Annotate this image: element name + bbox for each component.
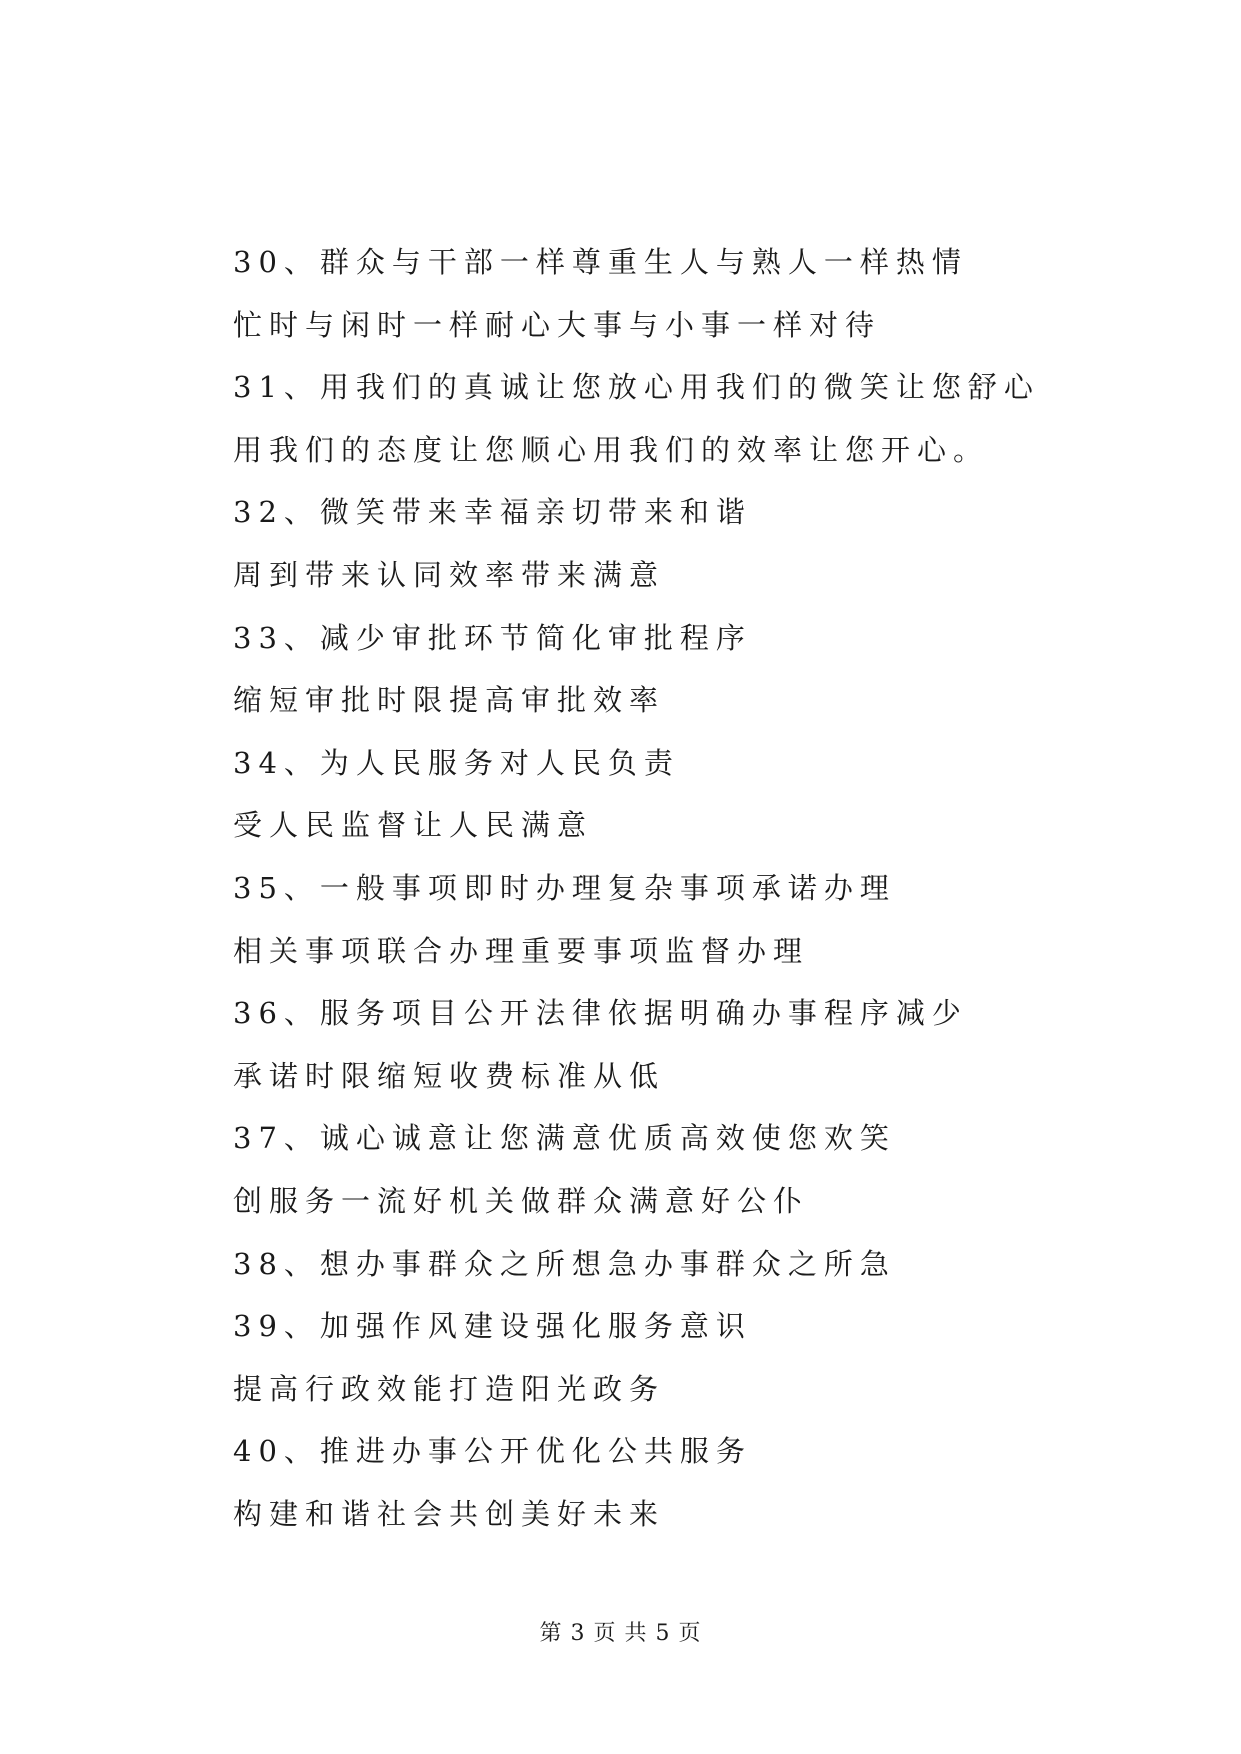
text-line: 构建和谐社会共创美好未来 — [233, 1496, 666, 1531]
text-line: 周到带来认同效率带来满意 — [233, 557, 666, 592]
text-line: 33、减少审批环节简化审批程序 — [233, 620, 752, 655]
text-line: 31、用我们的真诚让您放心用我们的微笑让您舒心 — [233, 370, 1040, 405]
slogan-list — [233, 231, 1053, 1545]
text-line: 39、加强作风建设强化服务意识 — [233, 1309, 752, 1344]
text-line: 缩短审批时限提高审批效率 — [233, 683, 666, 718]
text-line: 忙时与闲时一样耐心大事与小事一样对待 — [233, 307, 882, 342]
text-line: 37、诚心诚意让您满意优质高效使您欢笑 — [233, 1121, 896, 1156]
text-line: 承诺时限缩短收费标准从低 — [233, 1058, 666, 1093]
text-line: 受人民监督让人民满意 — [233, 808, 594, 843]
text-line: 提高行政效能打造阳光政务 — [233, 1371, 666, 1406]
text-line: 相关事项联合办理重要事项监督办理 — [233, 933, 810, 968]
text-line: 38、想办事群众之所想急办事群众之所急 — [233, 1246, 896, 1281]
text-line: 40、推进办事公开优化公共服务 — [233, 1434, 752, 1469]
text-line: 创服务一流好机关做群众满意好公仆 — [233, 1183, 810, 1218]
page-number-footer: 第 3 页 共 5 页 — [539, 1621, 702, 1646]
text-line: 36、服务项目公开法律依据明确办事程序减少 — [233, 996, 968, 1031]
text-line: 用我们的态度让您顺心用我们的效率让您开心。 — [233, 432, 990, 467]
text-line: 34、为人民服务对人民负责 — [233, 745, 680, 780]
text-line: 32、微笑带来幸福亲切带来和谐 — [233, 495, 752, 530]
text-line: 30、群众与干部一样尊重生人与熟人一样热情 — [233, 245, 968, 279]
text-line: 35、一般事项即时办理复杂事项承诺办理 — [233, 870, 896, 905]
